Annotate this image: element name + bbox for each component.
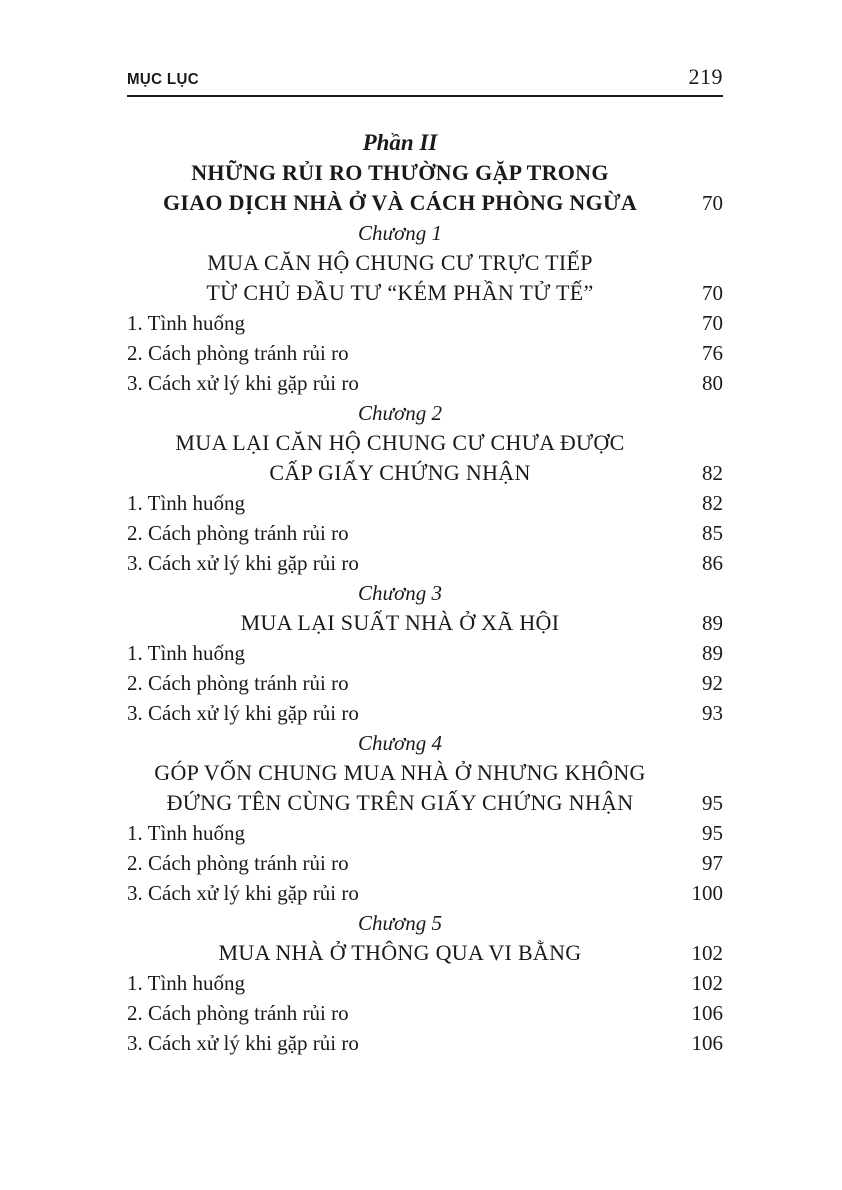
- toc-entry-text: 3. Cách xử lý khi gặp rủi ro: [127, 881, 359, 905]
- page-ref: 89: [702, 611, 723, 635]
- chapter-title-line: TỪ CHỦ ĐẦU TƯ “KÉM PHẦN TỬ TẾ”: [206, 280, 594, 305]
- toc-row: [127, 428, 723, 458]
- chapter-label: Chương 2: [358, 401, 442, 425]
- page-ref: 86: [702, 551, 723, 575]
- toc-row: [127, 938, 723, 968]
- toc-entry-text: 3. Cách xử lý khi gặp rủi ro: [127, 1031, 359, 1055]
- page-ref: 89: [702, 641, 723, 665]
- chapter-label: Chương 5: [358, 911, 442, 935]
- toc-row: [127, 308, 723, 338]
- page-ref: 70: [702, 191, 723, 215]
- toc-entry-text: 2. Cách phòng tránh rủi ro: [127, 1001, 349, 1025]
- toc-row: [127, 188, 723, 218]
- page-ref: 97: [702, 851, 723, 875]
- toc-entry-text: 1. Tình huống: [127, 971, 246, 995]
- toc-row: [127, 248, 723, 278]
- toc-row: [127, 668, 723, 698]
- toc-entry-text: 1. Tình huống: [127, 491, 246, 515]
- chapter-title-line: MUA NHÀ Ở THÔNG QUA VI BẰNG: [218, 940, 582, 965]
- page-ref: 93: [702, 701, 723, 725]
- toc-entry-text: 3. Cách xử lý khi gặp rủi ro: [127, 701, 359, 725]
- toc-row: [127, 1028, 723, 1058]
- chapter-title-line: MUA CĂN HỘ CHUNG CƯ TRỰC TIẾP: [207, 250, 593, 275]
- page-ref: 70: [702, 311, 723, 335]
- running-header: [127, 64, 723, 97]
- running-header-page-number: 219: [688, 64, 723, 89]
- chapter-title-line: ĐỨNG TÊN CÙNG TRÊN GIẤY CHỨNG NHẬN: [166, 790, 634, 815]
- chapter-title-line: MUA LẠI CĂN HỘ CHUNG CƯ CHƯA ĐƯỢC: [175, 430, 625, 455]
- toc-row: [127, 968, 723, 998]
- toc-entry-text: 2. Cách phòng tránh rủi ro: [127, 341, 349, 365]
- toc-row: [127, 578, 723, 608]
- toc-row: [127, 698, 723, 728]
- chapter-title-line: CẤP GIẤY CHỨNG NHẬN: [269, 460, 531, 485]
- toc-row: [127, 758, 723, 788]
- toc-row: [127, 518, 723, 548]
- chapter-label: Chương 4: [358, 731, 442, 755]
- chapter-title-line: GÓP VỐN CHUNG MUA NHÀ Ở NHƯNG KHÔNG: [154, 760, 646, 785]
- page-ref: 92: [702, 671, 723, 695]
- chapter-label: Chương 1: [358, 221, 442, 245]
- toc-row: [127, 728, 723, 758]
- toc-row: [127, 218, 723, 248]
- page-ref: 85: [702, 521, 723, 545]
- toc-row: [127, 638, 723, 668]
- chapter-label: Chương 3: [358, 581, 442, 605]
- chapter-title-line: MUA LẠI SUẤT NHÀ Ở XÃ HỘI: [240, 610, 560, 635]
- page-ref: 95: [702, 791, 723, 815]
- page-ref: 102: [691, 971, 723, 995]
- toc-row: [127, 818, 723, 848]
- toc-row: [127, 908, 723, 938]
- toc-row: [127, 848, 723, 878]
- page-ref: 80: [702, 371, 723, 395]
- toc-row: [127, 878, 723, 908]
- page-ref: 82: [702, 491, 723, 515]
- toc-row: [127, 398, 723, 428]
- running-header-title: MỤC LỤC: [127, 71, 199, 88]
- page-ref: 102: [691, 941, 723, 965]
- toc-row: [127, 788, 723, 818]
- table-of-contents: [127, 128, 723, 1058]
- page-ref: 106: [691, 1001, 723, 1025]
- toc-row: [127, 548, 723, 578]
- toc-row: [127, 278, 723, 308]
- toc-entry-text: 1. Tình huống: [127, 311, 246, 335]
- page-ref: 70: [702, 281, 723, 305]
- toc-entry-text: 3. Cách xử lý khi gặp rủi ro: [127, 371, 359, 395]
- toc-entry-text: 1. Tình huống: [127, 821, 246, 845]
- toc-row: [127, 158, 723, 188]
- toc-entry-text: 2. Cách phòng tránh rủi ro: [127, 671, 349, 695]
- toc-row: [127, 608, 723, 638]
- page-ref: 82: [702, 461, 723, 485]
- page-ref: 76: [702, 341, 723, 365]
- page-ref: 106: [691, 1031, 723, 1055]
- page-ref: 95: [702, 821, 723, 845]
- toc-row: [127, 998, 723, 1028]
- toc-row: [127, 458, 723, 488]
- toc-row: [127, 338, 723, 368]
- part-title-line: NHỮNG RỦI RO THƯỜNG GẶP TRONG: [191, 160, 609, 185]
- toc-entry-text: 3. Cách xử lý khi gặp rủi ro: [127, 551, 359, 575]
- toc-entry-text: 1. Tình huống: [127, 641, 246, 665]
- part-title-line: GIAO DỊCH NHÀ Ở VÀ CÁCH PHÒNG NGỪA: [162, 190, 638, 215]
- toc-entry-text: 2. Cách phòng tránh rủi ro: [127, 851, 349, 875]
- toc-row: [127, 128, 723, 158]
- toc-row: [127, 488, 723, 518]
- toc-row: [127, 368, 723, 398]
- toc-entry-text: 2. Cách phòng tránh rủi ro: [127, 521, 349, 545]
- page-ref: 100: [691, 881, 723, 905]
- part-label: Phần II: [362, 130, 438, 155]
